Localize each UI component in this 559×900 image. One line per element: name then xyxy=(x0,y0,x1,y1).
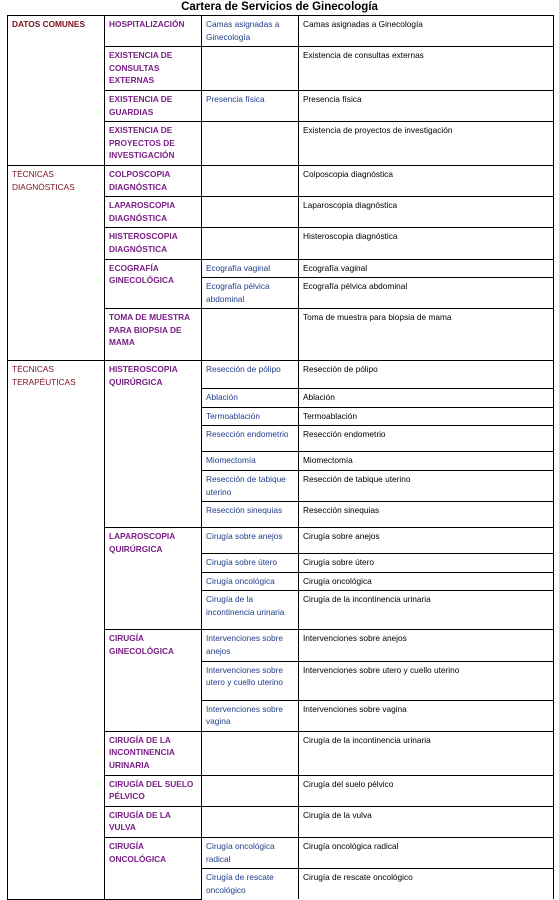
description-cell: Cirugía del suelo pélvico xyxy=(299,775,554,806)
table-row xyxy=(8,16,554,47)
description-cell: Toma de muestra para biopsia de mama xyxy=(299,309,554,361)
service-cell: EXISTENCIA DE PROYECTOS DE INVESTIGACIÓN xyxy=(105,122,202,166)
subservice-cell: Intervenciones sobre vagina xyxy=(202,700,299,731)
description-cell: Ablación xyxy=(299,389,554,408)
service-cell: HOSPITALIZACIÓN xyxy=(105,16,202,47)
description-cell: Intervenciones sobre utero y cuello uterino xyxy=(299,661,554,700)
description-cell: Termoablación xyxy=(299,407,554,426)
subservice-cell: Intervenciones sobre utero y cuello uterino xyxy=(202,661,299,700)
description-cell: Intervenciones sobre anejos xyxy=(299,630,554,661)
subservice-cell: Cirugía sobre útero xyxy=(202,554,299,573)
description-cell: Cirugía sobre útero xyxy=(299,554,554,573)
table-row xyxy=(8,165,554,196)
subservice-cell: Cirugía oncológica radical xyxy=(202,837,299,868)
service-cell: CIRUGÍA ONCOLÓGICA xyxy=(105,837,202,899)
description-cell: Intervenciones sobre vagina xyxy=(299,700,554,731)
page-title: Cartera de Servicios de Ginecología xyxy=(181,1,378,13)
subservice-cell: Intervenciones sobre anejos xyxy=(202,630,299,661)
category-cell: TÉCNICAS DIAGNÓSTICAS xyxy=(8,165,105,360)
description-cell: Existencia de consultas externas xyxy=(299,47,554,91)
service-cell: CIRUGÍA GINECOLÓGICA xyxy=(105,630,202,731)
subservice-cell: Resección sinequias xyxy=(202,502,299,528)
subservice-cell: Cirugía sobre anejos xyxy=(202,528,299,554)
subservice-cell xyxy=(202,165,299,196)
service-cell: EXISTENCIA DE GUARDIAS xyxy=(105,90,202,121)
subservice-cell: Cirugía oncológica xyxy=(202,572,299,591)
subservice-cell: Ablación xyxy=(202,389,299,408)
description-cell: Resección endometrio xyxy=(299,426,554,452)
service-cell: HISTEROSCOPIA QUIRÚRGICA xyxy=(105,361,202,528)
category-cell: DATOS COMUNES xyxy=(8,16,105,166)
subservice-cell: Resección endometrio xyxy=(202,426,299,452)
subservice-cell xyxy=(202,47,299,91)
description-cell: Cirugía sobre anejos xyxy=(299,528,554,554)
service-cell: CIRUGÍA DE LA VULVA xyxy=(105,806,202,837)
subservice-cell: Ecografía pélvica abdominal xyxy=(202,278,299,309)
description-cell: Presencia física xyxy=(299,90,554,121)
services-table xyxy=(7,15,554,900)
service-cell: EXISTENCIA DE CONSULTAS EXTERNAS xyxy=(105,47,202,91)
service-cell: HISTEROSCOPIA DIAGNÓSTICA xyxy=(105,228,202,259)
subservice-cell xyxy=(202,775,299,806)
subservice-cell: Resección de tabique uterino xyxy=(202,471,299,502)
description-cell: Ecografía pélvica abdominal xyxy=(299,278,554,309)
table-row xyxy=(8,361,554,389)
description-cell: Histeroscopia diagnóstica xyxy=(299,228,554,259)
description-cell: Camas asignadas a Ginecología xyxy=(299,16,554,47)
description-cell: Laparoscopia diagnóstica xyxy=(299,197,554,228)
description-cell: Miomectomía xyxy=(299,452,554,471)
subservice-cell: Camas asignadas a Ginecología xyxy=(202,16,299,47)
subservice-cell: Presencia física xyxy=(202,90,299,121)
description-cell: Existencia de proyectos de investigación xyxy=(299,122,554,166)
subservice-cell: Cirugía de rescate oncológico xyxy=(202,869,299,900)
description-cell: Colposcopia diagnóstica xyxy=(299,165,554,196)
description-cell: Cirugía de la vulva xyxy=(299,806,554,837)
service-cell: CIRUGÍA DEL SUELO PÉLVICO xyxy=(105,775,202,806)
service-cell: LAPAROSCOPIA QUIRÚRGICA xyxy=(105,528,202,630)
subservice-cell xyxy=(202,122,299,166)
description-cell: Cirugía de rescate oncológico xyxy=(299,869,554,900)
description-cell: Resección sinequias xyxy=(299,502,554,528)
description-cell: Ecografía vaginal xyxy=(299,259,554,278)
subservice-cell: Miomectomía xyxy=(202,452,299,471)
subservice-cell xyxy=(202,731,299,775)
subservice-cell: Termoablación xyxy=(202,407,299,426)
service-cell: ECOGRAFÍA GINECOLÓGICA xyxy=(105,259,202,309)
subservice-cell: Resección de pólipo xyxy=(202,361,299,389)
service-cell: COLPOSCOPIA DIAGNÓSTICA xyxy=(105,165,202,196)
service-cell: TOMA DE MUESTRA PARA BIOPSIA DE MAMA xyxy=(105,309,202,361)
category-cell: TÉCNICAS TERAPÉUTICAS xyxy=(8,361,105,900)
subservice-cell: Ecografía vaginal xyxy=(202,259,299,278)
subservice-cell: Cirugía de la incontinencia urinaria xyxy=(202,591,299,630)
description-cell: Cirugía oncológica xyxy=(299,572,554,591)
subservice-cell xyxy=(202,309,299,361)
subservice-cell xyxy=(202,197,299,228)
description-cell: Cirugía de la incontinencia urinaria xyxy=(299,591,554,630)
description-cell: Cirugía de la incontinencia urinaria xyxy=(299,731,554,775)
subservice-cell xyxy=(202,228,299,259)
subservice-cell xyxy=(202,806,299,837)
description-cell: Cirugía oncológica radical xyxy=(299,837,554,868)
description-cell: Resección de pólipo xyxy=(299,361,554,389)
description-cell: Resección de tabique uterino xyxy=(299,471,554,502)
service-cell: CIRUGÍA DE LA INCONTINENCIA URINARIA xyxy=(105,731,202,775)
service-cell: LAPAROSCOPIA DIAGNÓSTICA xyxy=(105,197,202,228)
